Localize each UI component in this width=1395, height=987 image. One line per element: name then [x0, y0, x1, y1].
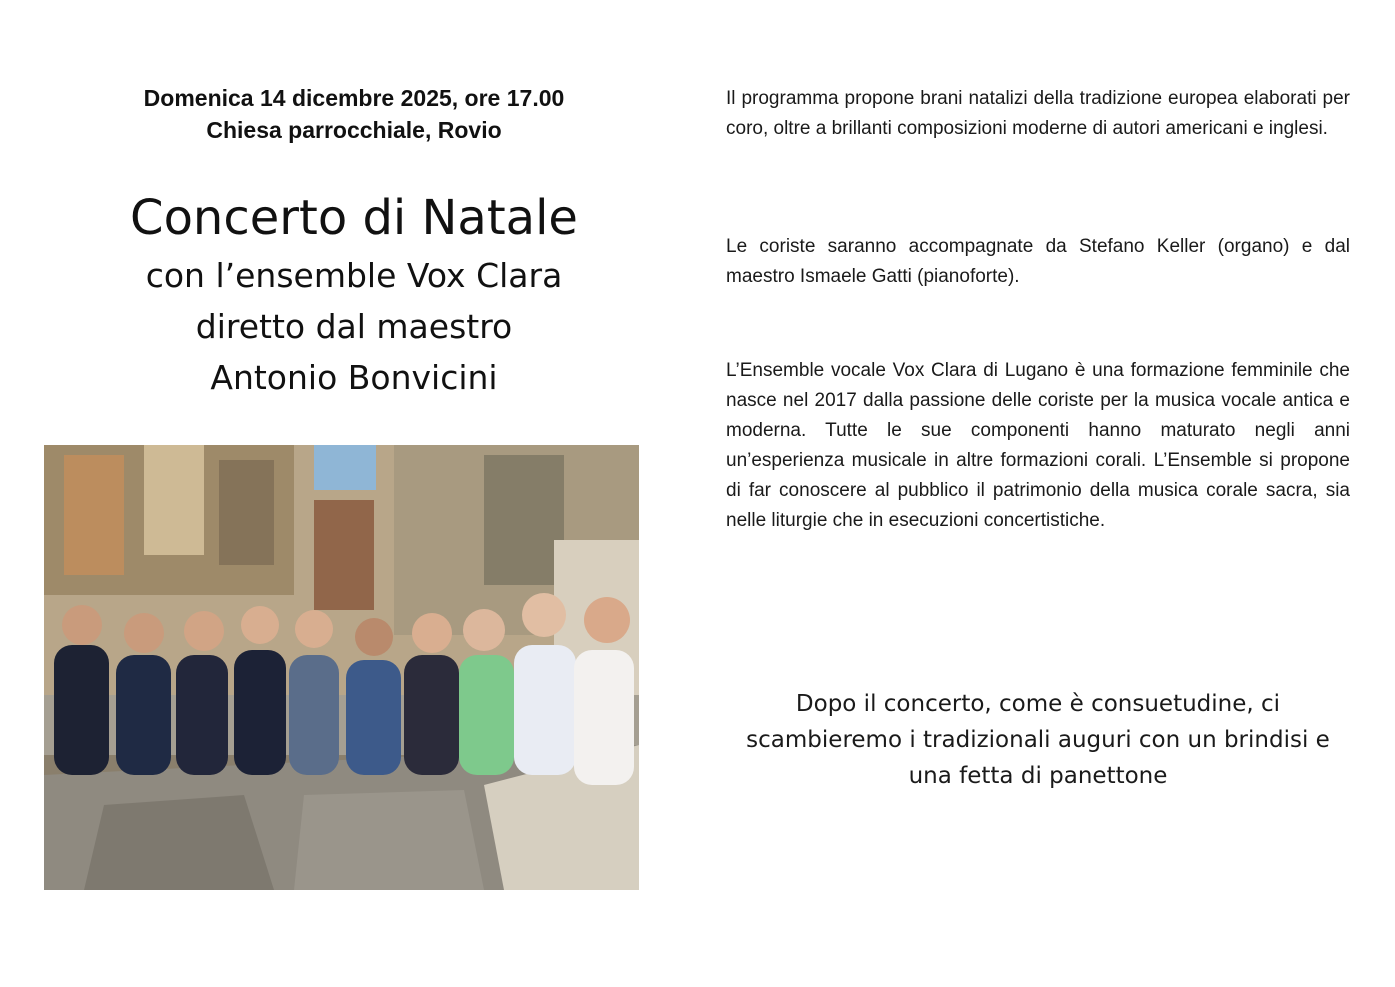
group-photo-image: [44, 445, 639, 890]
closing-note: [726, 686, 1350, 794]
accompaniment-paragraph: Le coriste saranno accompagnate da Stefano Keller (organo) e dal maestro Ismaele Gatti (pianoforte).: [726, 236, 1350, 287]
ensemble-paragraph: L’Ensemble vocale Vox Clara di Lugano è una formazione femminile che nasce nel 2017 dalla passione delle coriste per la musica vocale antica e moderna. Tutte le sue componenti hanno maturato negli anni un’esperienza musicale in altre formazioni corali. L’Ensemble si propone di far conoscere al pubblico il patrimonio della musica corale sacra, sia nelle liturgie che in esecuzioni concertistiche.: [726, 360, 1350, 531]
program-paragraph: Il programma propone brani natalizi della tradizione europea elaborati per coro, oltre a brillanti composizioni moderne di autori americani e inglesi.: [726, 88, 1350, 139]
event-date-time: Domenica 14 dicembre 2025, ore 17.00: [143, 85, 565, 111]
closing-line: scambieremo i tradizionali auguri con un brindisi e: [746, 727, 1330, 753]
closing-line: una fetta di panettone: [908, 763, 1168, 789]
page-title: Concerto di Natale: [130, 190, 578, 246]
subtitle-line: diretto dal maestro: [195, 307, 513, 346]
subtitle-line: con l’ensemble Vox Clara: [145, 256, 563, 295]
closing-line: Dopo il concerto, come è consuetudine, ci: [795, 691, 1281, 717]
group-photo: [44, 445, 639, 890]
subtitle-line: Antonio Bonvicini: [210, 358, 498, 397]
event-venue: Chiesa parrocchiale, Rovio: [206, 117, 502, 143]
event-header: [44, 82, 664, 403]
